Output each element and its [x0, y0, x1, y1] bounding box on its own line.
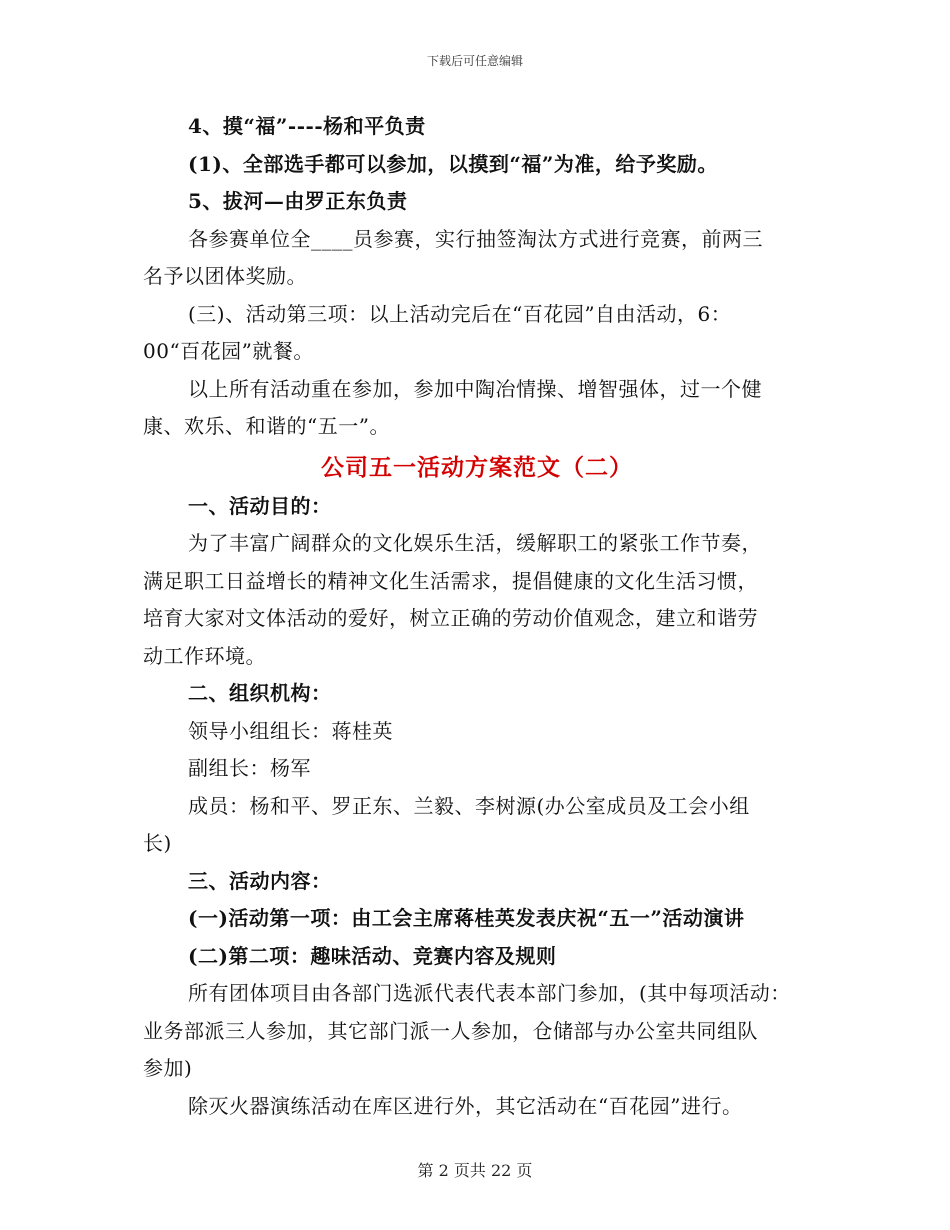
paragraph-summary-line2: 康、欢乐、和谐的“五一”。 — [143, 414, 390, 438]
heading-content: 三、活动内容： — [188, 868, 332, 893]
section-title: 公司五一活动方案范文（二） — [321, 453, 633, 481]
org-deputy: 副组长：杨军 — [188, 756, 311, 780]
page-footer: 第 2 页共 22 页 — [417, 1161, 533, 1180]
paragraph-purpose-line1: 为了丰富广阔群众的文化娱乐生活，缓解职工的紧张工作节奏， — [188, 531, 762, 555]
org-leader: 领导小组组长：蒋桂英 — [188, 718, 393, 743]
item-4-heading: 4、摸“福”----杨和平负责 — [188, 114, 426, 138]
heading-purpose: 一、活动目的： — [188, 493, 332, 518]
paragraph-venue: 除灭火器演练活动在库区进行外，其它活动在“百花园”进行。 — [188, 1093, 743, 1118]
content-item-1: (一)活动第一项：由工会主席蒋桂英发表庆祝“五一”活动演讲 — [188, 906, 745, 930]
paragraph-summary-line1: 以上所有活动重在参加，参加中陶冶情操、增智强体，过一个健 — [188, 376, 762, 401]
paragraph-purpose-line3: 培育大家对文体活动的爱好，树立正确的劳动价值观念，建立和谐劳 — [143, 606, 758, 630]
content-item-2: (二)第二项：趣味活动、竞赛内容及规则 — [188, 943, 557, 968]
paragraph-teams-line1: 所有团体项目由各部门选派代表代表本部门参加，(其中每项活动： — [188, 981, 791, 1005]
paragraph-activity-three-line1: (三)、活动第三项：以上活动完后在“百花园”自由活动，6： — [188, 301, 732, 326]
paragraph-tug-of-war-line1: 各参赛单位全____员参赛，实行抽签淘汰方式进行竞赛，前两三 — [188, 226, 763, 251]
page-header: 下载后可任意编辑 — [426, 54, 523, 68]
paragraph-purpose-line2: 满足职工日益增长的精神文化生活需求，提倡健康的文化生活习惯， — [143, 568, 758, 593]
paragraph-tug-of-war-line2: 名予以团体奖励。 — [143, 264, 307, 288]
paragraph-purpose-line4: 动工作环境。 — [143, 643, 266, 668]
heading-organization: 二、组织机构： — [188, 681, 332, 705]
org-members-line1: 成员：杨和平、罗正东、兰毅、李树源(办公室成员及工会小组 — [188, 793, 750, 818]
paragraph-teams-line3: 参加) — [143, 1056, 193, 1080]
document-body — [143, 108, 811, 1125]
item-4-rule: (1)、全部选手都可以参加，以摸到“福”为准，给予奖励。 — [188, 151, 718, 176]
item-5-heading: 5、拔河—由罗正东负责 — [188, 189, 408, 213]
paragraph-activity-three-line2: 00“百花园”就餐。 — [143, 339, 314, 363]
paragraph-teams-line2: 业务部派三人参加，其它部门派一人参加，仓储部与办公室共同组队 — [143, 1018, 758, 1043]
org-members-line2: 长) — [143, 831, 172, 855]
